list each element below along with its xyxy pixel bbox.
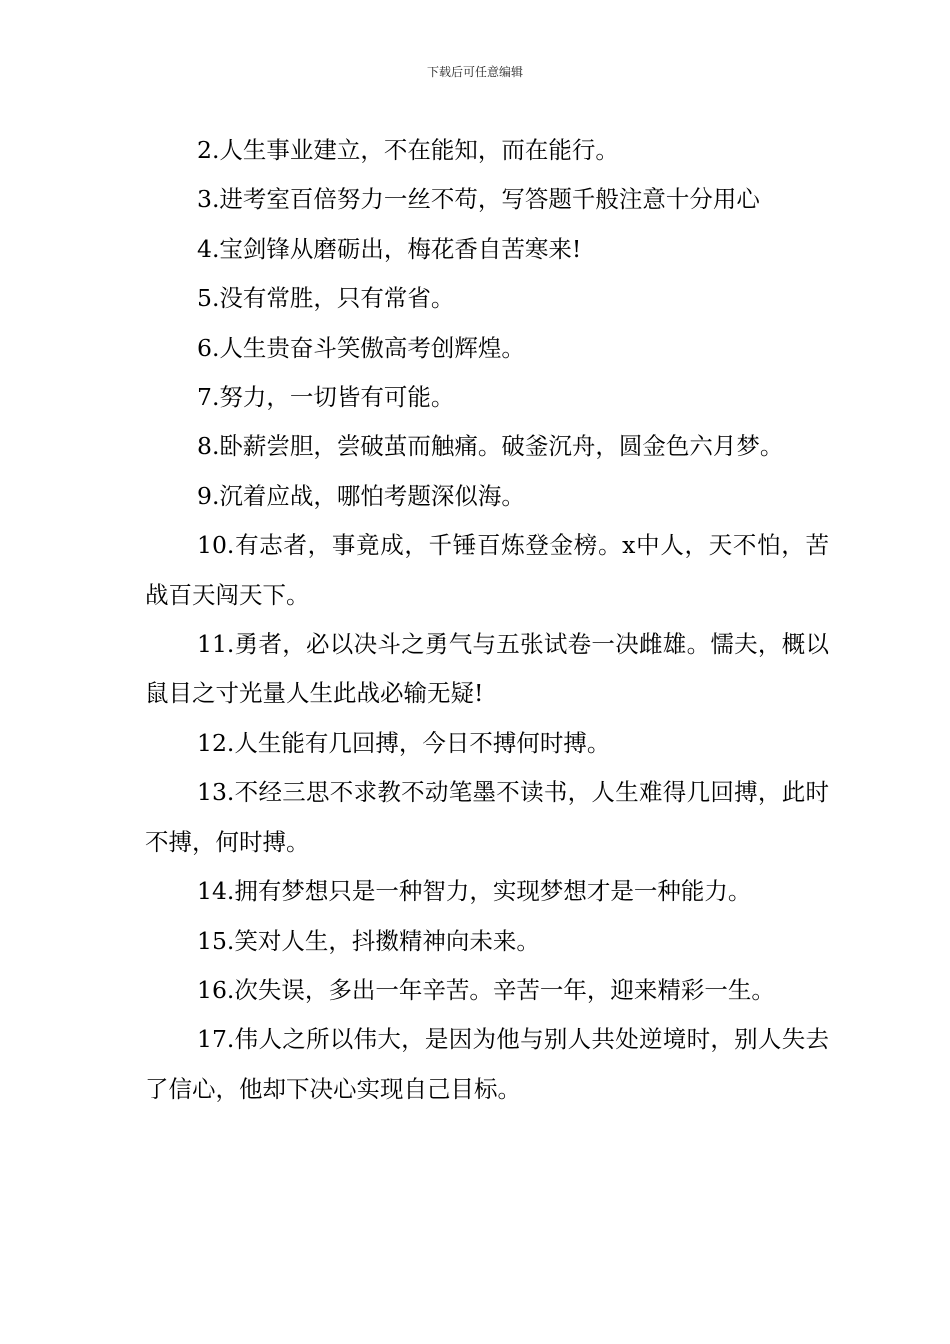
paragraph-8: 8.卧薪尝胆，尝破茧而触痛。破釜沉舟，圆金色六月梦。 <box>197 432 784 461</box>
page-header: 下载后可任意编辑 <box>426 65 523 79</box>
document-body <box>145 126 829 1114</box>
paragraph-13: 13.不经三思不求教不动笔墨不读书，人生难得几回搏，此时不搏，何时搏。 <box>145 778 829 856</box>
paragraph-16: 16.次失误，多出一年辛苦。辛苦一年，迎来精彩一生。 <box>197 975 775 1004</box>
paragraph-9: 9.沉着应战，哪怕考题深似海。 <box>197 481 525 510</box>
paragraph-7: 7.努力，一切皆有可能。 <box>197 383 455 412</box>
paragraph-5: 5.没有常胜，只有常省。 <box>197 284 455 313</box>
paragraph-11: 11.勇者，必以决斗之勇气与五张试卷一决雌雄。懦夫，概以鼠目之寸光量人生此战必输无疑! <box>145 630 829 708</box>
paragraph-4: 4.宝剑锋从磨砺出，梅花香自苦寒来! <box>197 234 582 263</box>
paragraph-17: 17.伟人之所以伟大，是因为他与别人共处逆境时，别人失去了信心，他却下决心实现自己目标。 <box>145 1025 829 1103</box>
paragraph-10: 10.有志者，事竟成，千锤百炼登金榜。x中人，天不怕，苦战百天闯天下。 <box>145 531 829 609</box>
paragraph-2: 2.人生事业建立，不在能知，而在能行。 <box>197 136 619 164</box>
paragraph-15: 15.笑对人生，抖擞精神向未来。 <box>197 926 540 955</box>
paragraph-3: 3.进考室百倍努力一丝不苟，写答题千般注意十分用心 <box>197 185 760 214</box>
paragraph-14: 14.拥有梦想只是一种智力，实现梦想才是一种能力。 <box>197 877 752 906</box>
paragraph-6: 6.人生贵奋斗笑傲高考创辉煌。 <box>197 333 525 362</box>
paragraph-12: 12.人生能有几回搏，今日不搏何时搏。 <box>197 728 611 757</box>
